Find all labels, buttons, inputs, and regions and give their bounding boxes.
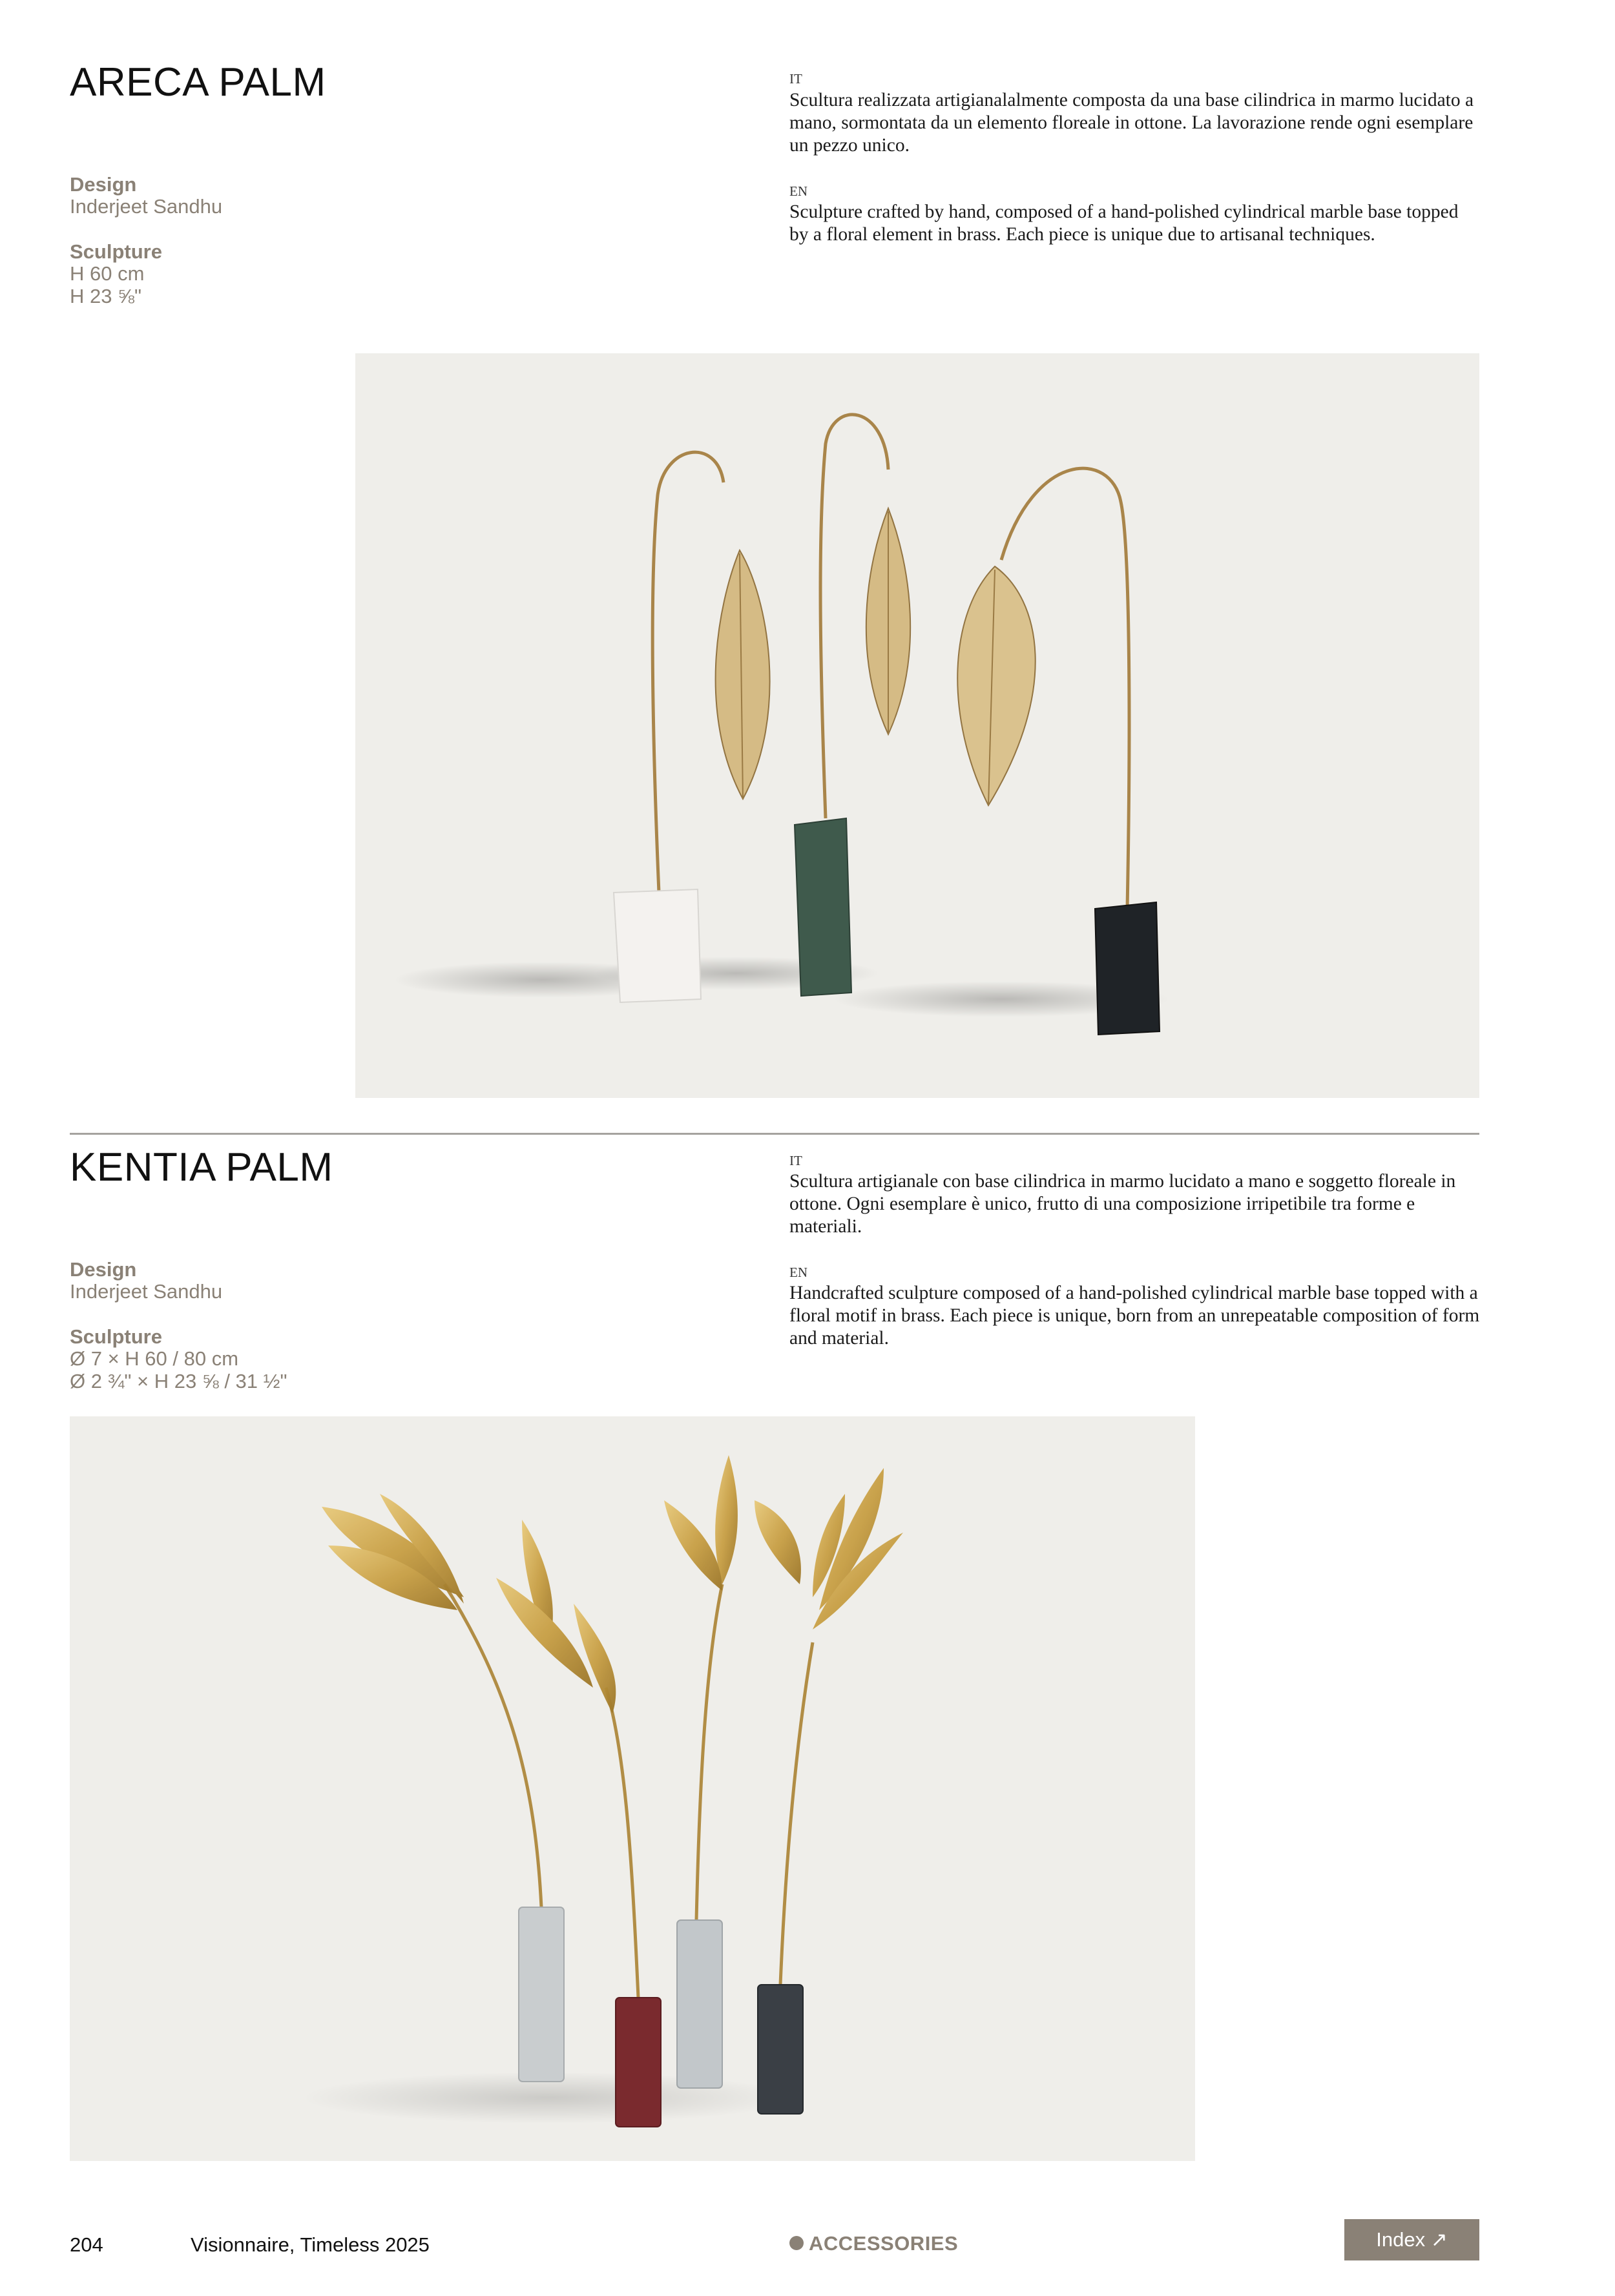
description-it: Scultura artigianale con base cilindrica in marmo lucidato a mano e soggetto floreale in ottone. Ogni esemplare è unico, frutto di una composizione irripetibile tra forme e materiali. [789,1171,1456,1237]
areca-palm-illustration [355,353,1479,1098]
description-en: Sculpture crafted by hand, composed of a hand-polished cylindrical marble base topped by a floral element in brass. Each piece is unique due to artisanal techniques. [789,202,1459,245]
lang-label-it: IT [789,1153,802,1168]
designer-name: Inderjeet Sandhu [70,1280,223,1303]
category-label [789,2232,958,2255]
category-text: ACCESSORIES [809,2232,959,2255]
dims-metric: Ø 7 × H 60 / 80 cm [70,1347,239,1370]
kentia-palm-illustration [70,1416,1195,2161]
design-label: Design [70,1258,137,1281]
product-photo-areca [355,353,1479,1098]
category-dot-icon [789,2236,804,2250]
dims-metric: H 60 cm [70,262,145,285]
type-label: Sculpture [70,1325,162,1348]
section-divider [70,1133,1479,1135]
designer-name: Inderjeet Sandhu [70,195,223,218]
lang-label-en: EN [789,1265,808,1280]
page-number: 204 [70,2233,103,2256]
description-it: Scultura realizzata artigianalalmente composta da una base cilindrica in marmo lucidato a mano, sormontata da un elemento floreale in ottone. La lavorazione rende ogni esemplare un pezzo unico. [789,90,1474,156]
publication-title: Visionnaire, Timeless 2025 [191,2233,430,2256]
product-photo-kentia [70,1416,1195,2161]
lang-label-en: EN [789,183,808,199]
lang-label-it: IT [789,71,802,87]
dims-imperial: H 23 ⅝" [70,285,141,307]
description-en: Handcrafted sculpture composed of a hand-polished cylindrical marble base topped with a floral motif in brass. Each piece is unique, born from an unrepeatable composition of form and material. [789,1283,1480,1349]
product-title-areca: ARECA PALM [70,60,326,105]
design-label: Design [70,173,137,196]
index-button[interactable]: Index ↗ [1344,2219,1479,2260]
type-label: Sculpture [70,240,162,263]
product-title-kentia: KENTIA PALM [70,1145,333,1190]
dims-imperial: Ø 2 ¾" × H 23 ⅝ / 31 ½" [70,1370,287,1392]
